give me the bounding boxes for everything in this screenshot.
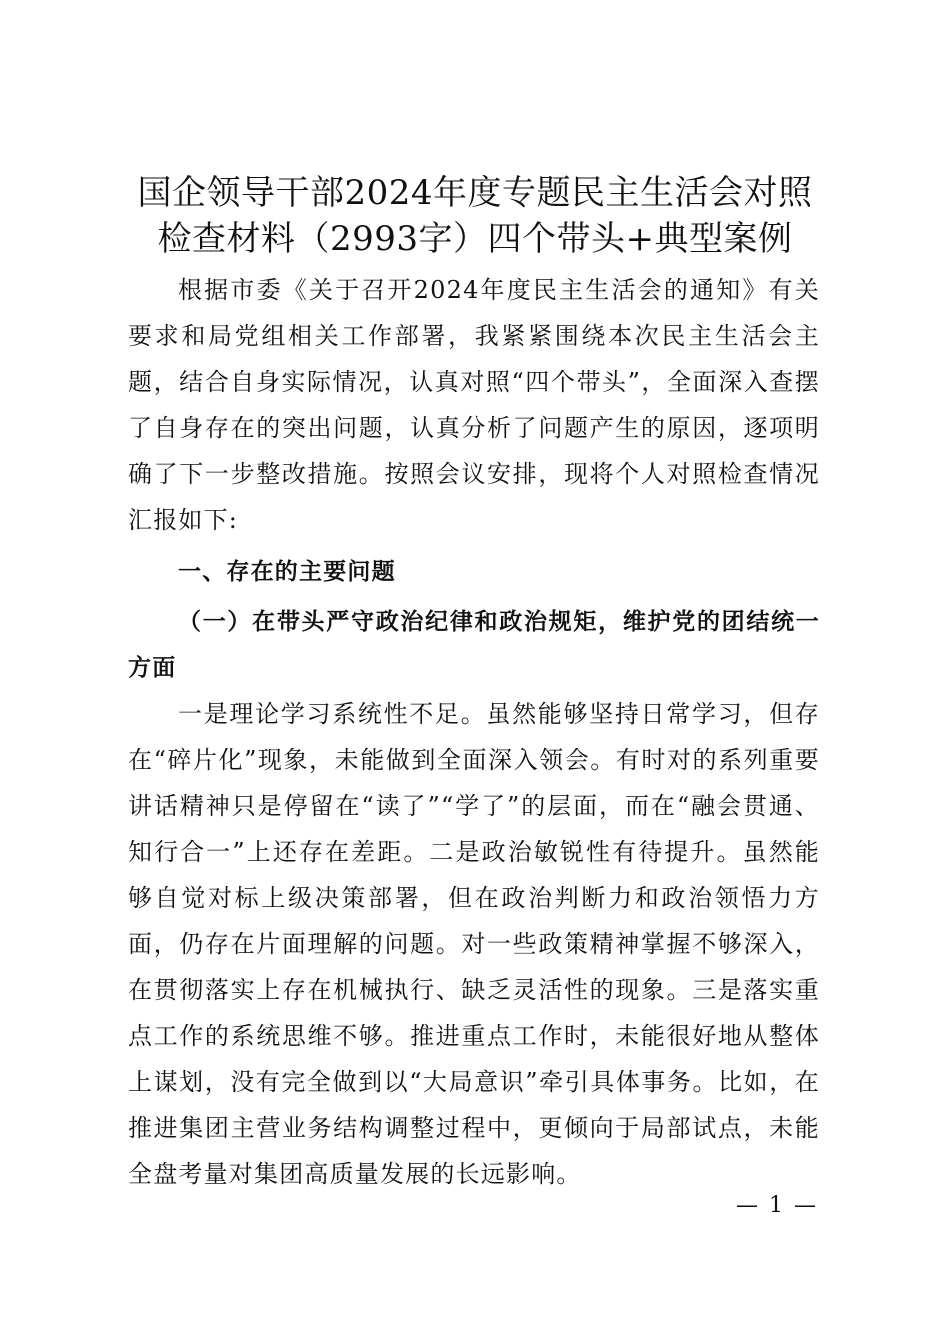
document-title-line-2: 检查材料（2993字）四个带头+典型案例 [157, 219, 793, 259]
document-body [128, 267, 820, 1197]
subsection-body-paragraph: 一是理论学习系统性不足。虽然能够坚持日常学习，但存在“碎片化”现象，未能做到全面深入领会。有时对的系列重要讲话精神只是停留在“读了”“学了”的层面，而在“融会贯通、知行合一”上还存在差距。二是政治敏锐性有待提升。虽然能够自觉对标上级决策部署，但在政治判断力和政治领悟力方面，仍存在片面理解的问题。对一些政策精神掌握不够深入，在贯彻落实上存在机械执行、缺乏灵活性的现象。三是落实重点工作的系统思维不够。推进重点工作时，未能很好地从整体上谋划，没有完全做到以“大局意识”牵引具体事务。比如，在推进集团主营业务结构调整过程中，更倾向于局部试点，未能全盘考量对集团高质量发展的长远影响。 [128, 700, 820, 1188]
page-number: — 1 — [736, 1193, 818, 1218]
section-heading-existing-problems: 一、存在的主要问题 [178, 559, 396, 585]
document-title-line-1: 国企领导干部2024年度专题民主生活会对照 [137, 173, 813, 213]
subsection-heading-political-discipline: （一）在带头严守政治纪律和政治规矩，维护党的团结统一方面 [128, 608, 820, 681]
intro-paragraph: 根据市委《关于召开2024年度民主生活会的通知》有关要求和局党组相关工作部署，我紧紧围绕本次民主生活会主题，结合自身实际情况，认真对照“四个带头”，全面深入查摆了自身存在的突出问题，认真分析了问题产生的原因，逐项明确了下一步整改措施。按照会议安排，现将个人对照检查情况汇报如下: [128, 276, 820, 534]
